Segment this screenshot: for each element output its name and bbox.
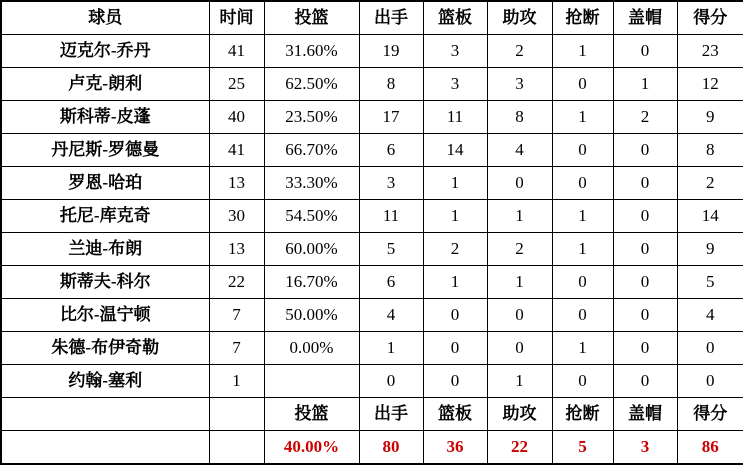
stat-cell-ast: 4 (487, 134, 552, 167)
stat-cell-time: 13 (209, 233, 264, 266)
stat-cell-ast: 3 (487, 68, 552, 101)
total-value-cell-player (1, 431, 209, 465)
player-name-cell: 朱德-布伊奇勒 (1, 332, 209, 365)
stat-cell-blk: 0 (613, 365, 677, 398)
stat-cell-time: 13 (209, 167, 264, 200)
stat-cell-fga: 6 (359, 266, 423, 299)
stat-cell-reb: 14 (423, 134, 487, 167)
stat-cell-ast: 1 (487, 200, 552, 233)
stat-cell-ast: 0 (487, 299, 552, 332)
stat-cell-time: 25 (209, 68, 264, 101)
stat-cell-stl: 1 (552, 200, 613, 233)
stat-cell-reb: 2 (423, 233, 487, 266)
stat-cell-time: 1 (209, 365, 264, 398)
stat-cell-ast: 2 (487, 35, 552, 68)
stat-cell-pts: 2 (677, 167, 743, 200)
stat-cell-fga: 1 (359, 332, 423, 365)
stat-cell-pts: 12 (677, 68, 743, 101)
stat-cell-fga: 0 (359, 365, 423, 398)
stat-cell-pts: 4 (677, 299, 743, 332)
total-value-cell-fgpct: 40.00% (264, 431, 359, 465)
stat-cell-time: 7 (209, 299, 264, 332)
player-name-cell: 斯蒂夫-科尔 (1, 266, 209, 299)
table-row (1, 101, 743, 134)
footer-label-cell-fga: 出手 (359, 398, 423, 431)
stat-cell-reb: 1 (423, 266, 487, 299)
stat-cell-fga: 6 (359, 134, 423, 167)
table-body (1, 35, 743, 398)
stat-cell-time: 22 (209, 266, 264, 299)
column-header-pts: 得分 (677, 1, 743, 35)
player-name-cell: 比尔-温宁顿 (1, 299, 209, 332)
total-value-cell-ast: 22 (487, 431, 552, 465)
stat-cell-time: 30 (209, 200, 264, 233)
stat-cell-reb: 11 (423, 101, 487, 134)
player-name-cell: 迈克尔-乔丹 (1, 35, 209, 68)
stat-cell-fgpct: 16.70% (264, 266, 359, 299)
stat-cell-pts: 8 (677, 134, 743, 167)
stat-cell-reb: 3 (423, 68, 487, 101)
stat-cell-blk: 0 (613, 200, 677, 233)
stat-cell-fgpct: 54.50% (264, 200, 359, 233)
stat-cell-fgpct (264, 365, 359, 398)
stat-cell-fga: 11 (359, 200, 423, 233)
stat-cell-reb: 0 (423, 299, 487, 332)
stat-cell-stl: 0 (552, 134, 613, 167)
stat-cell-fga: 8 (359, 68, 423, 101)
column-header-ast: 助攻 (487, 1, 552, 35)
footer-label-cell-player (1, 398, 209, 431)
stat-cell-fga: 5 (359, 233, 423, 266)
stat-cell-ast: 1 (487, 266, 552, 299)
stat-cell-time: 40 (209, 101, 264, 134)
footer-label-cell-blk: 盖帽 (613, 398, 677, 431)
stat-cell-fgpct: 66.70% (264, 134, 359, 167)
header-row (1, 1, 743, 35)
stat-cell-fgpct: 62.50% (264, 68, 359, 101)
column-header-fga: 出手 (359, 1, 423, 35)
stat-cell-blk: 1 (613, 68, 677, 101)
total-value-cell-time (209, 431, 264, 465)
stat-cell-reb: 3 (423, 35, 487, 68)
stat-cell-ast: 0 (487, 167, 552, 200)
total-value-cell-reb: 36 (423, 431, 487, 465)
table-row (1, 68, 743, 101)
stat-cell-blk: 2 (613, 101, 677, 134)
table-row (1, 167, 743, 200)
stat-cell-pts: 14 (677, 200, 743, 233)
stat-cell-fgpct: 60.00% (264, 233, 359, 266)
stat-cell-fgpct: 0.00% (264, 332, 359, 365)
player-name-cell: 卢克-朗利 (1, 68, 209, 101)
stat-cell-fga: 4 (359, 299, 423, 332)
stat-cell-stl: 1 (552, 233, 613, 266)
stat-cell-fgpct: 50.00% (264, 299, 359, 332)
stat-cell-blk: 0 (613, 332, 677, 365)
stat-cell-stl: 0 (552, 299, 613, 332)
player-name-cell: 罗恩-哈珀 (1, 167, 209, 200)
footer-label-cell-time (209, 398, 264, 431)
stat-cell-blk: 0 (613, 266, 677, 299)
stat-cell-pts: 0 (677, 365, 743, 398)
footer-label-cell-ast: 助攻 (487, 398, 552, 431)
stat-cell-blk: 0 (613, 233, 677, 266)
stat-cell-fga: 19 (359, 35, 423, 68)
stat-cell-pts: 5 (677, 266, 743, 299)
table-row (1, 266, 743, 299)
stat-cell-stl: 0 (552, 68, 613, 101)
stat-cell-stl: 0 (552, 266, 613, 299)
footer-label-row (1, 398, 743, 431)
stat-cell-blk: 0 (613, 35, 677, 68)
stat-cell-ast: 8 (487, 101, 552, 134)
table-row (1, 134, 743, 167)
total-value-cell-blk: 3 (613, 431, 677, 465)
stat-cell-stl: 1 (552, 101, 613, 134)
stat-cell-pts: 23 (677, 35, 743, 68)
total-value-cell-fga: 80 (359, 431, 423, 465)
stat-cell-pts: 9 (677, 233, 743, 266)
table-row (1, 200, 743, 233)
footer-totals-row (1, 431, 743, 465)
stat-cell-blk: 0 (613, 167, 677, 200)
table-row (1, 233, 743, 266)
stat-cell-pts: 0 (677, 332, 743, 365)
column-header-fgpct: 投篮 (264, 1, 359, 35)
stat-cell-time: 41 (209, 35, 264, 68)
stat-cell-fga: 17 (359, 101, 423, 134)
stat-cell-stl: 1 (552, 332, 613, 365)
footer-label-cell-pts: 得分 (677, 398, 743, 431)
column-header-reb: 篮板 (423, 1, 487, 35)
table-row (1, 35, 743, 68)
player-name-cell: 兰迪-布朗 (1, 233, 209, 266)
column-header-time: 时间 (209, 1, 264, 35)
column-header-player: 球员 (1, 1, 209, 35)
table-row (1, 332, 743, 365)
stat-cell-blk: 0 (613, 134, 677, 167)
stat-cell-time: 7 (209, 332, 264, 365)
footer-label-cell-stl: 抢断 (552, 398, 613, 431)
table-header (1, 1, 743, 35)
stat-cell-reb: 1 (423, 167, 487, 200)
stat-cell-stl: 1 (552, 35, 613, 68)
total-value-cell-stl: 5 (552, 431, 613, 465)
player-name-cell: 约翰-塞利 (1, 365, 209, 398)
stat-cell-ast: 2 (487, 233, 552, 266)
column-header-stl: 抢断 (552, 1, 613, 35)
table-row (1, 299, 743, 332)
stat-cell-reb: 0 (423, 365, 487, 398)
table-row (1, 365, 743, 398)
stat-cell-pts: 9 (677, 101, 743, 134)
stat-cell-reb: 0 (423, 332, 487, 365)
footer-label-cell-fgpct: 投篮 (264, 398, 359, 431)
stat-cell-fga: 3 (359, 167, 423, 200)
stat-cell-ast: 0 (487, 332, 552, 365)
table-footer (1, 398, 743, 465)
column-header-blk: 盖帽 (613, 1, 677, 35)
stat-cell-stl: 0 (552, 365, 613, 398)
stat-cell-reb: 1 (423, 200, 487, 233)
player-name-cell: 丹尼斯-罗德曼 (1, 134, 209, 167)
stat-cell-stl: 0 (552, 167, 613, 200)
stat-cell-time: 41 (209, 134, 264, 167)
footer-label-cell-reb: 篮板 (423, 398, 487, 431)
player-name-cell: 托尼-库克奇 (1, 200, 209, 233)
stat-cell-fgpct: 23.50% (264, 101, 359, 134)
player-name-cell: 斯科蒂-皮蓬 (1, 101, 209, 134)
stat-cell-fgpct: 33.30% (264, 167, 359, 200)
stat-cell-ast: 1 (487, 365, 552, 398)
stat-cell-fgpct: 31.60% (264, 35, 359, 68)
total-value-cell-pts: 86 (677, 431, 743, 465)
stat-cell-blk: 0 (613, 299, 677, 332)
